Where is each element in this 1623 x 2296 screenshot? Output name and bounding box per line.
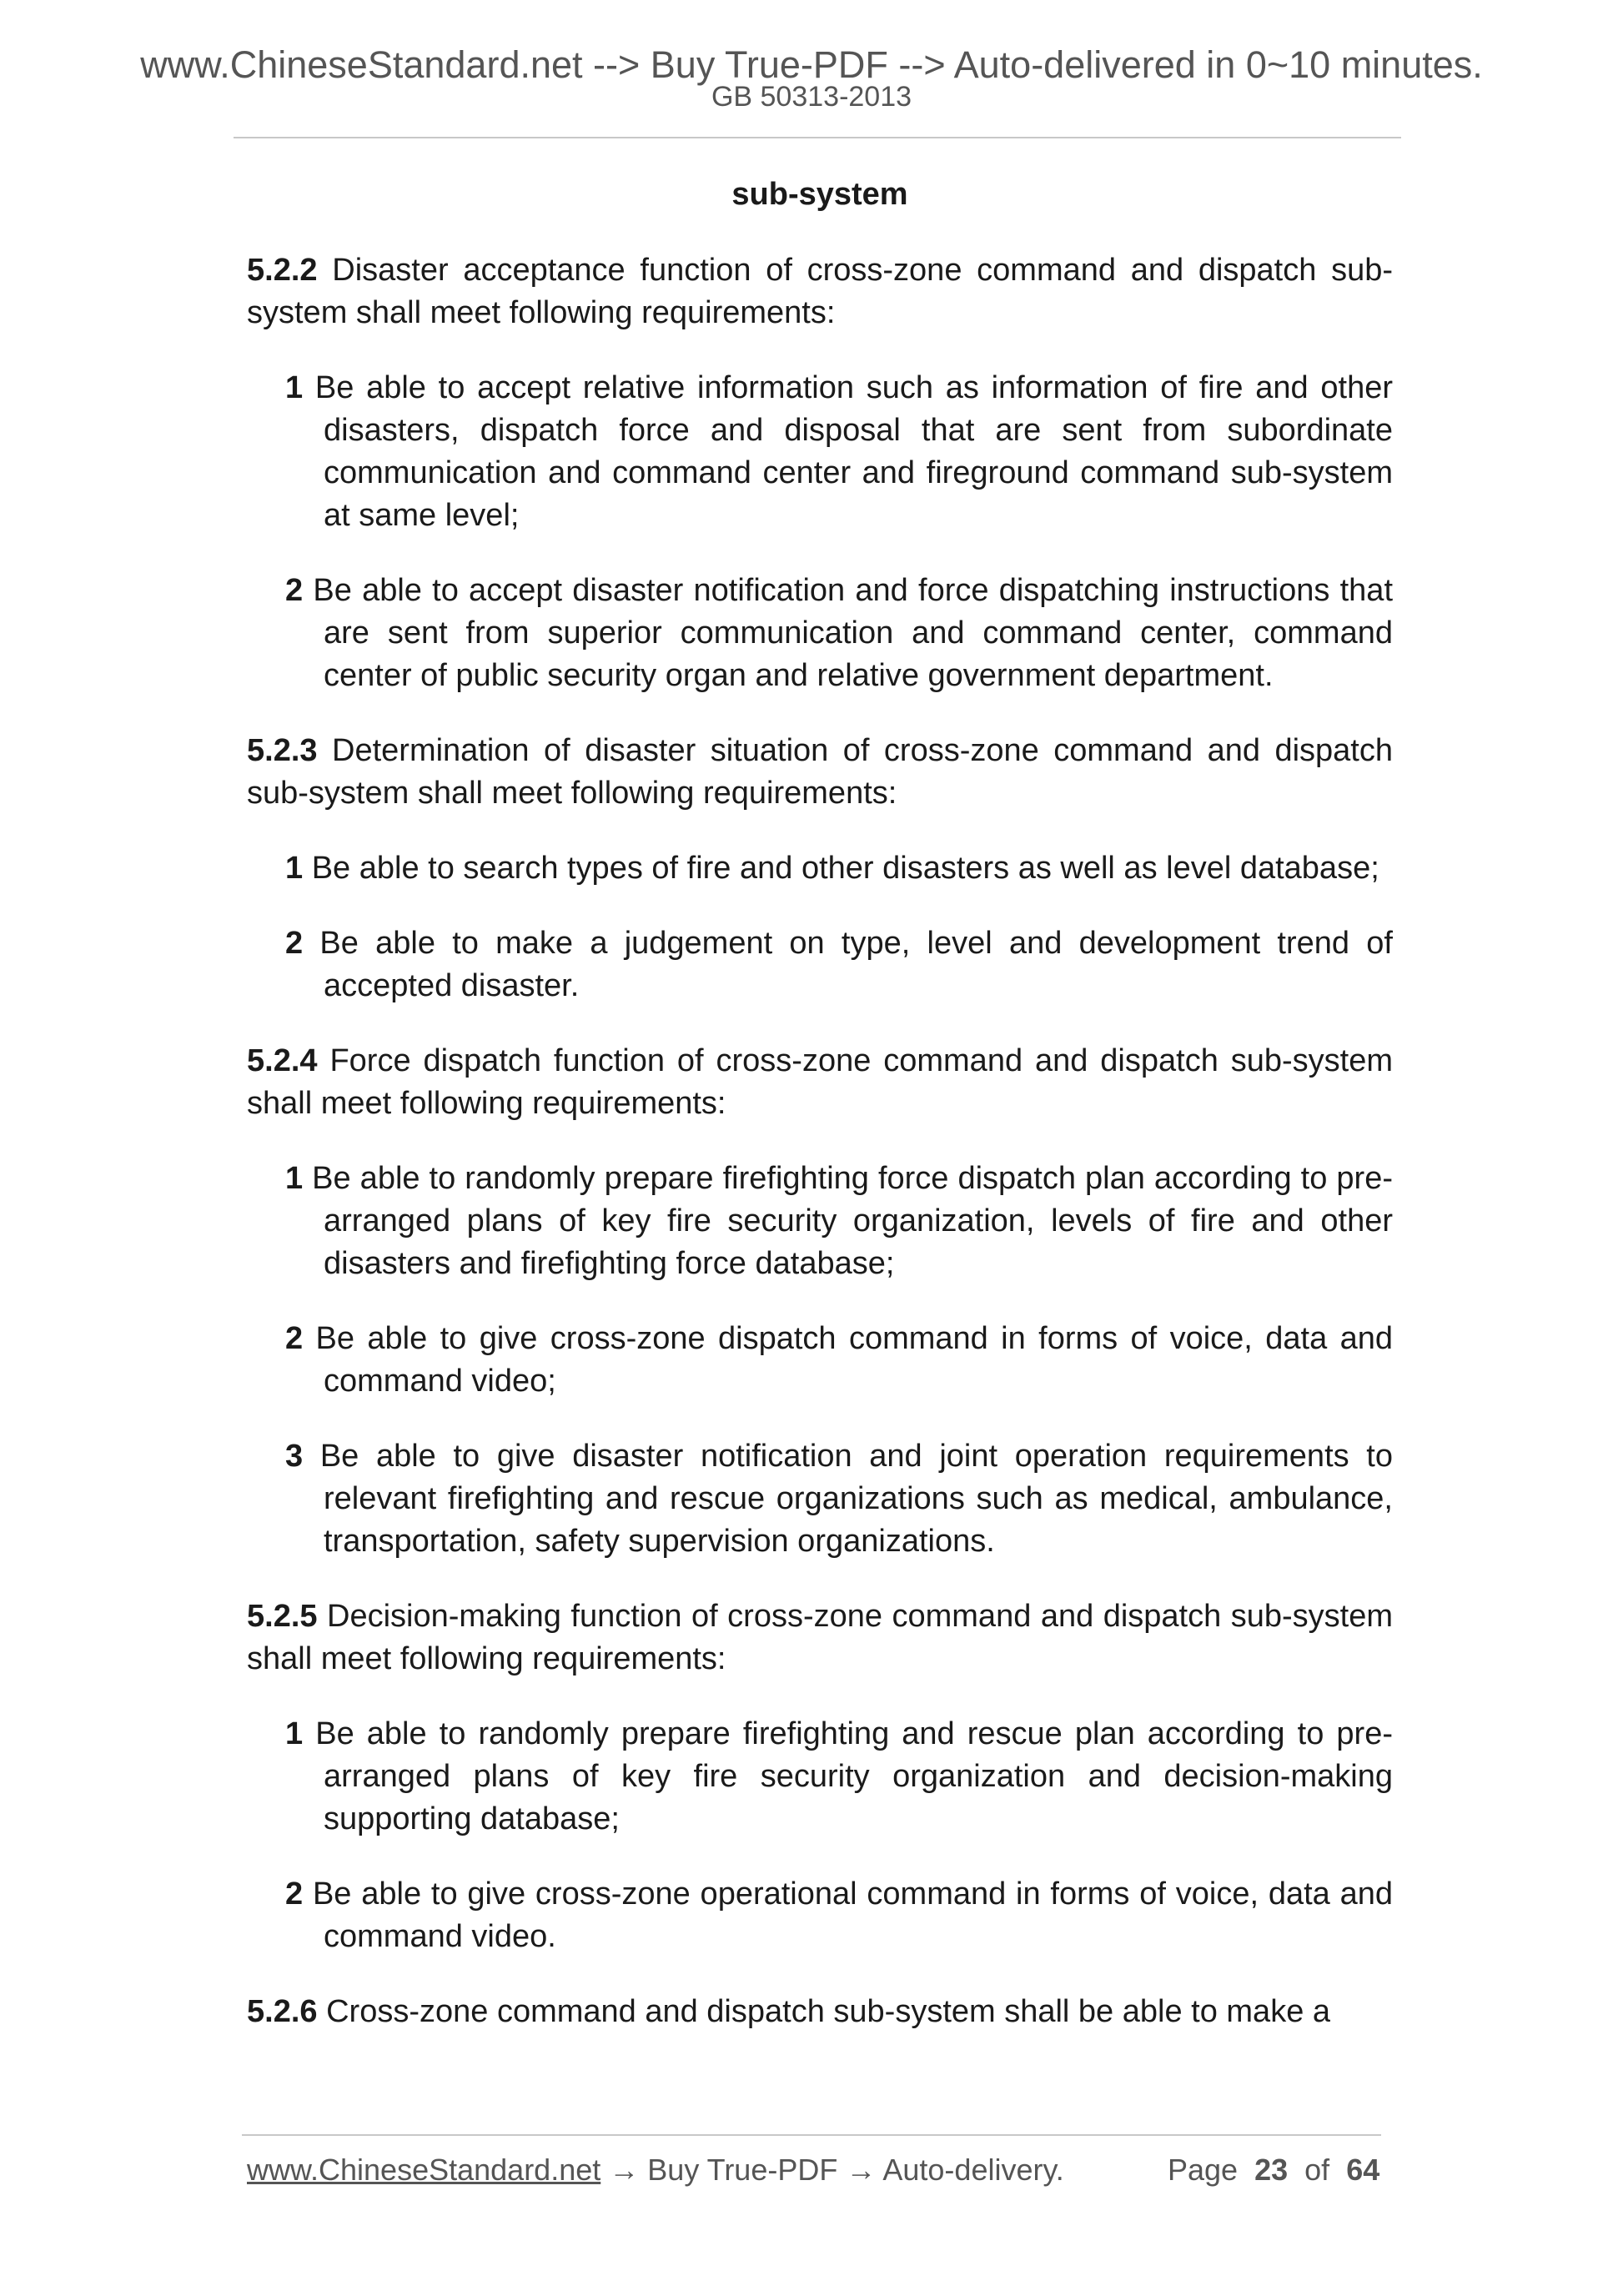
clause-number: 5.2.5 (247, 1599, 318, 1634)
top-banner: www.ChineseStandard.net --> Buy True-PDF --> Auto-delivered in 0~10 minutes. (140, 43, 1483, 86)
clause-5-2-4 (247, 1040, 1393, 1125)
list-item (285, 1713, 1393, 1841)
current-page: 23 (1254, 2153, 1289, 2187)
buy-text: Buy True-PDF (647, 2153, 838, 2187)
arrow-icon: → (846, 2153, 877, 2187)
list-item (285, 367, 1393, 537)
clause-text: Determination of disaster situation of cross-zone command and dispatch sub-system shall meet following requirements: (247, 733, 1393, 811)
item-text: Be able to accept relative information such as information of fire and other disasters, dispatch force and disposal that are sent from subordinate communication and command center and fireground command sub-system at same level; (314, 370, 1393, 533)
item-text: Be able to accept disaster notification and force dispatching instructions that are sent from superior communication and command center, command center of public security organ and relative government department. (313, 573, 1393, 693)
item-text: Be able to make a judgement on type, level and development trend of accepted disaster. (319, 926, 1393, 1003)
item-text: Be able to give cross-zone dispatch command in forms of voice, data and command video; (315, 1321, 1393, 1399)
delivery-text: Auto-delivery. (882, 2153, 1064, 2187)
item-text: Be able to randomly prepare firefighting and rescue plan according to pre-arranged plans of key fire security organization and decision-making supporting database; (315, 1716, 1393, 1836)
clause-number: 5.2.3 (247, 733, 318, 768)
item-number: 2 (285, 573, 304, 608)
clause-number: 5.2.2 (247, 253, 318, 288)
list-item (285, 847, 1393, 890)
clause-5-2-5 (247, 1595, 1393, 1681)
section-heading: sub-system (731, 177, 908, 212)
item-number: 2 (285, 926, 304, 961)
clause-5-2-6 (247, 1991, 1393, 2033)
list-item (285, 1873, 1393, 1958)
list-item (285, 1318, 1393, 1403)
item-text: Be able to give disaster notification and joint operation requirements to relevant firefighting and rescue organizations such as medical, ambulance, transportation, safety supervision organizations. (319, 1439, 1393, 1559)
document-body (247, 173, 1393, 2066)
item-text: Be able to randomly prepare firefighting force dispatch plan according to pre-arranged plans of key fire security organization, levels of fire and other disasters and firefighting force database; (312, 1161, 1393, 1281)
clause-text: Disaster acceptance function of cross-zone command and dispatch sub-system shall meet following requirements: (247, 253, 1394, 330)
total-pages: 64 (1346, 2153, 1380, 2187)
list-item (285, 1435, 1393, 1563)
list-item (285, 1158, 1393, 1285)
of-label: of (1304, 2153, 1330, 2187)
site-link[interactable]: www.ChineseStandard.net (247, 2153, 601, 2187)
item-number: 1 (285, 1161, 304, 1196)
clause-number: 5.2.4 (247, 1043, 318, 1078)
footer-divider (242, 2134, 1381, 2136)
page-label: Page (1168, 2153, 1239, 2187)
clause-text: Force dispatch function of cross-zone command and dispatch sub-system shall meet following requirements: (247, 1043, 1393, 1121)
clause-5-2-2 (247, 249, 1393, 334)
item-number: 2 (285, 1876, 304, 1912)
clause-5-2-3 (247, 730, 1393, 815)
clause-number: 5.2.6 (247, 1994, 318, 2029)
arrow-icon: → (609, 2153, 640, 2187)
item-number: 1 (285, 1716, 304, 1751)
item-text: Be able to give cross-zone operational command in forms of voice, data and command video. (312, 1876, 1393, 1954)
page-indicator (1168, 2152, 1379, 2188)
item-number: 1 (285, 370, 304, 405)
item-number: 3 (285, 1439, 304, 1474)
list-item (285, 922, 1393, 1007)
item-number: 1 (285, 851, 304, 886)
footer-promo (247, 2152, 1064, 2188)
list-item (285, 570, 1393, 697)
item-text: Be able to search types of fire and other disasters as well as level database; (311, 851, 1379, 886)
header-divider (234, 137, 1401, 138)
clause-text: Decision-making function of cross-zone command and dispatch sub-system shall meet following requirements: (247, 1599, 1393, 1676)
item-number: 2 (285, 1321, 304, 1356)
clause-text: Cross-zone command and dispatch sub-system shall be able to make a (326, 1994, 1331, 2029)
standard-code: GB 50313-2013 (711, 81, 912, 113)
